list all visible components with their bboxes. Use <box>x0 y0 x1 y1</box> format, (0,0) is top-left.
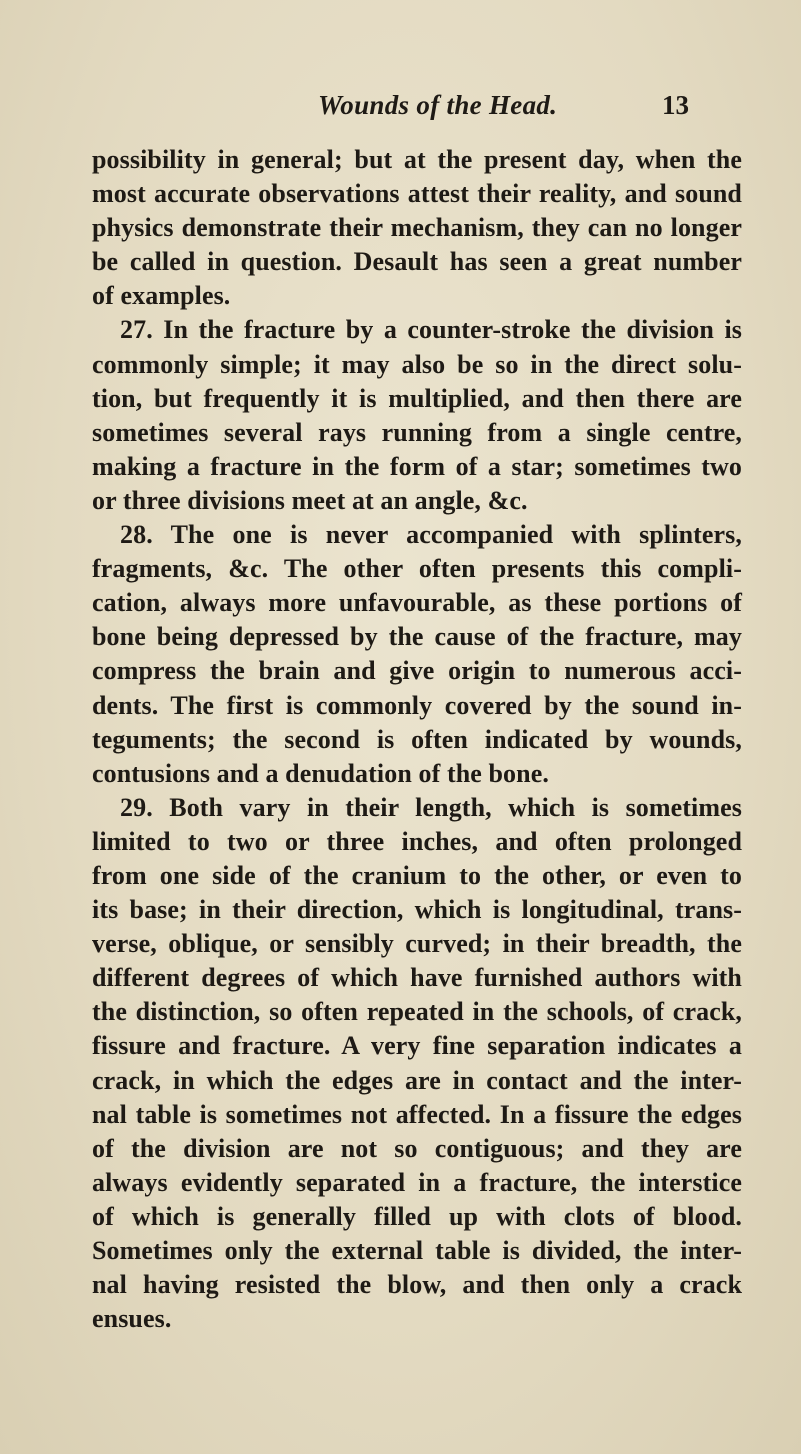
paragraph-29-start: 29. Both vary in their length, which is sometimes <box>120 792 742 822</box>
body-text <box>92 143 742 1336</box>
text-line: of examples. <box>92 281 231 311</box>
text-line: the distinction, so often repeated in the schools, of crack, <box>92 997 742 1027</box>
text-line: nal having resisted the blow, and then only a crack <box>92 1270 742 1300</box>
running-head <box>0 90 801 130</box>
text-line: or three divisions meet at an angle, &c. <box>92 485 528 515</box>
text-line: commonly simple; it may also be so in the direct solu- <box>92 349 742 379</box>
text-line: possibility in general; but at the present day, when the <box>92 145 742 174</box>
text-line: its base; in their direction, which is longitudinal, trans- <box>92 895 742 925</box>
text-line: dents. The first is commonly covered by the sound in- <box>92 690 742 720</box>
text-line: different degrees of which have furnished authors with <box>92 963 742 993</box>
text-line: most accurate observations attest their reality, and sound <box>92 179 742 209</box>
text-line: be called in question. Desault has seen a great number <box>92 247 742 277</box>
text-line: compress the brain and give origin to numerous acci- <box>92 656 742 686</box>
text-line: fragments, &c. The other often presents this compli- <box>92 554 742 584</box>
text-line: contusions and a denudation of the bone. <box>92 758 549 788</box>
text-line: fissure and fracture. A very fine separation indicates a <box>92 1031 742 1061</box>
text-line: nal table is sometimes not affected. In a fissure the edges <box>92 1099 742 1129</box>
paragraph-27-start: 27. In the fracture by a counter-stroke the division is <box>120 315 742 345</box>
running-title: Wounds of the Head. <box>318 90 558 120</box>
text-line: of which is generally filled up with clots of blood. <box>92 1201 742 1231</box>
page-number: 13 <box>662 90 689 120</box>
text-line: cation, always more unfavourable, as these portions of <box>92 588 742 618</box>
paragraph-28-start: 28. The one is never accompanied with splinters, <box>120 520 742 550</box>
text-line: from one side of the cranium to the other, or even to <box>92 860 742 890</box>
text-line: Sometimes only the external table is divided, the inter- <box>92 1236 742 1265</box>
text-line: limited to two or three inches, and often prolonged <box>92 826 742 856</box>
text-line: physics demonstrate their mechanism, they can no longer <box>92 213 742 243</box>
text-line: verse, oblique, or sensibly curved; in their breadth, the <box>92 929 742 959</box>
text-line: ensues. <box>92 1304 172 1334</box>
text-line: of the division are not so contiguous; and they are <box>92 1133 742 1163</box>
text-line: bone being depressed by the cause of the fracture, may <box>92 622 742 652</box>
text-line: crack, in which the edges are in contact and the inter- <box>92 1065 742 1095</box>
text-line: always evidently separated in a fracture, the interstice <box>92 1167 742 1197</box>
text-line: sometimes several rays running from a single centre, <box>92 417 742 447</box>
text-line: tion, but frequently it is multiplied, and then there are <box>92 383 742 413</box>
text-line: making a fracture in the form of a star; sometimes two <box>92 451 742 481</box>
text-line: teguments; the second is often indicated by wounds, <box>92 724 742 754</box>
